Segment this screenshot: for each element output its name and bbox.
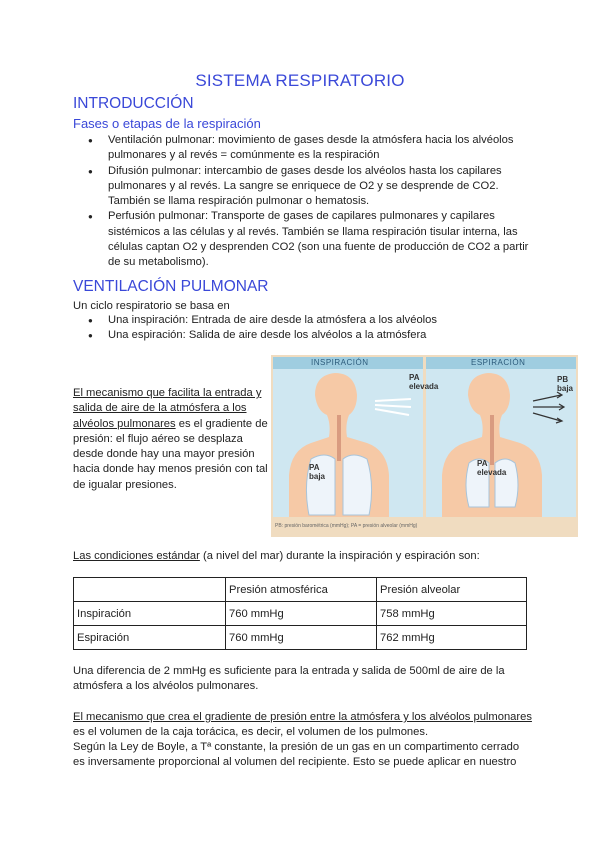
pressure-state: elevada — [409, 382, 439, 391]
pressure-symbol: PA — [409, 373, 420, 382]
expiration-label: ESPIRACIÓN — [471, 358, 526, 367]
table-row — [74, 602, 527, 626]
mechanism-paragraph — [73, 386, 268, 493]
inspiration-label: INSPIRACIÓN — [311, 358, 369, 367]
table-cell: 762 mmHg — [377, 626, 527, 650]
table-cell: 760 mmHg — [226, 602, 377, 626]
pressure-symbol: PA — [309, 463, 320, 472]
table-cell: Presión alveolar — [377, 578, 527, 602]
pressure-table — [73, 577, 527, 650]
document-title: SISTEMA RESPIRATORIO — [195, 71, 405, 90]
conditions-underlined: Las condiciones estándar — [73, 550, 200, 562]
mechanism-rest: es el gradiente de presión: el flujo aéreo se desplaza desde donde hay una mayor presión hacia donde hay menos presión con tal de igualar presiones. — [73, 417, 268, 491]
list-item: ● Perfusión pulmonar: Transporte de gases de capilares pulmonares y capilares sistémicos a las células y al revés. También se llama respiración tisular interna, las células captan O2 y desprenden CO2 (son una fuente de producción de CO2 a partir de su metabolismo). — [88, 209, 543, 270]
pressure-state: baja — [309, 472, 326, 481]
boyle-paragraph: Según la Ley de Boyle, a Tª constante, la presión de un gas en un compartimento cerrado es inversamente proporcional al volumen del recipiente. Esto se puede aplicar en nuestro — [73, 741, 520, 769]
intro-subheading: Fases o etapas de la respiración — [73, 116, 261, 131]
conditions-paragraph — [73, 549, 543, 564]
cycle-intro: Un ciclo respiratorio se basa en — [73, 300, 230, 312]
gradient-rest: es el volumen de la caja torácica, es decir, el volumen de los pulmones. — [73, 726, 429, 739]
table-cell: 758 mmHg — [377, 602, 527, 626]
left-trachea — [337, 415, 341, 461]
conditions-rest: (a nivel del mar) durante la inspiración y espiración son: — [199, 550, 480, 562]
left-lung-r — [343, 455, 372, 515]
table-cell: Presión atmosférica — [226, 578, 377, 602]
table-cell: Inspiración — [74, 602, 226, 626]
pressure-symbol: PA — [477, 459, 488, 468]
breathing-figure — [271, 355, 578, 537]
ventilation-heading: VENTILACIÓN PULMONAR — [73, 278, 269, 295]
table-row — [74, 626, 527, 650]
right-trachea — [490, 415, 494, 465]
left-top-pressure — [409, 373, 438, 391]
left-bottom-pressure — [309, 463, 325, 481]
pressure-state: elevada — [477, 468, 507, 477]
table-cell: Espiración — [74, 626, 226, 650]
phases-list — [88, 133, 543, 271]
list-item: ● Ventilación pulmonar: movimiento de gases desde la atmósfera hacia los alvéolos pulmonares y al revés = comúnmente es la respiración — [88, 133, 543, 164]
table-cell: 760 mmHg — [226, 626, 377, 650]
pressure-state: baja — [557, 384, 574, 393]
table-cell — [74, 578, 226, 602]
pressure-symbol: PB — [557, 375, 569, 384]
mechanism-underlined: El mecanismo que facilita la entrada y salida de aire de la atmósfera a los alvéolos pulmonares — [73, 387, 262, 430]
right-top-pressure — [557, 375, 573, 393]
gradient-underlined: El mecanismo que crea el gradiente de presión entre la atmósfera y los alvéolos pulmonares — [73, 711, 532, 723]
table-header-row — [74, 578, 527, 602]
intro-heading: INTRODUCCIÓN — [73, 95, 194, 112]
gradient-paragraph — [73, 710, 543, 741]
list-item: ● Difusión pulmonar: intercambio de gases desde los alvéolos hasta los capilares pulmonares y al revés. La sangre se enriquece de O2 y se desprende de CO2. También se llama respiración pulmonar o hematosis. — [88, 164, 543, 210]
figure-caption: PB: presión barométrica (mmHg); PA = presión alveolar (mmHg) — [275, 523, 418, 529]
difference-paragraph: Una diferencia de 2 mmHg es suficiente para la entrada y salida de 500ml de aire de la atmósfera a los alvéolos pulmonares. — [73, 665, 505, 693]
list-item: ● Una espiración: Salida de aire desde los alvéolos a la atmósfera — [88, 328, 543, 343]
list-item: ● Una inspiración: Entrada de aire desde la atmósfera a los alvéolos — [88, 313, 543, 328]
right-bottom-pressure — [477, 459, 506, 477]
cycle-list — [88, 313, 543, 344]
